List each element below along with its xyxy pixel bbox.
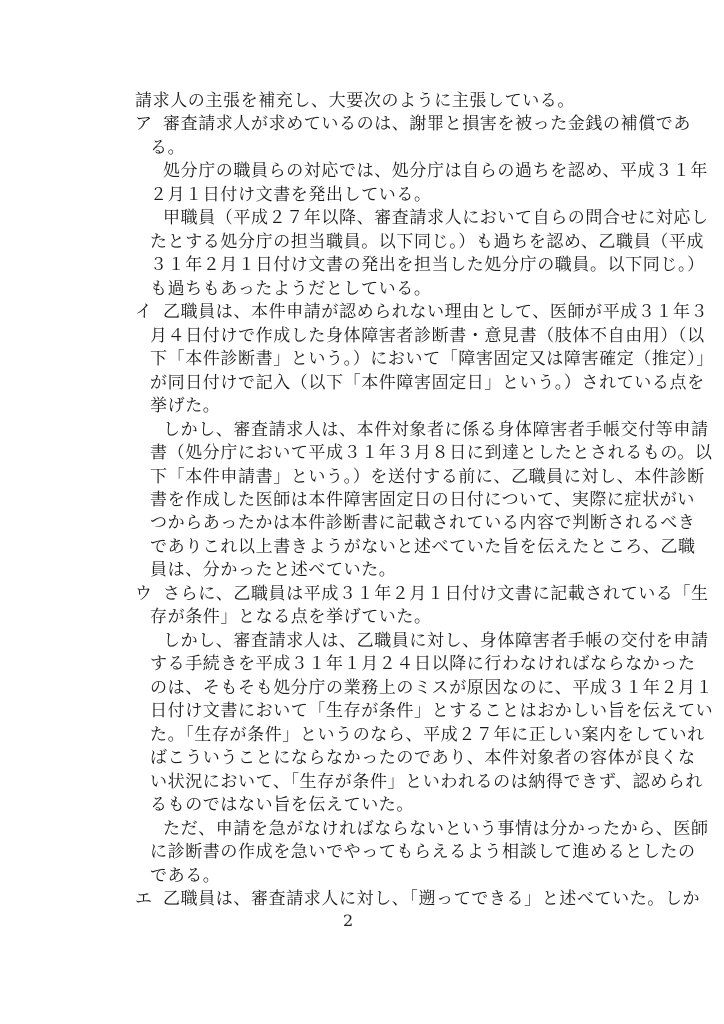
line-text: ２月１日付け文書を発出している。 bbox=[150, 185, 432, 205]
text-line bbox=[150, 607, 432, 627]
text-line bbox=[150, 326, 705, 346]
line-text: 存が条件」となる点を挙げていた。 bbox=[150, 607, 432, 627]
text-line bbox=[150, 866, 220, 886]
text-line bbox=[150, 185, 432, 205]
line-text: ３１年２月１日付け文書の発出を担当した処分庁の職員。以下同じ。） bbox=[150, 255, 705, 275]
text-line bbox=[150, 725, 705, 745]
line-text: 員は、分かったと述べていた。 bbox=[150, 560, 397, 580]
line-text: 月４日付けで作成した身体障害者診断書・意見書（肢体不自由用）（以 bbox=[150, 326, 705, 346]
line-text: る。 bbox=[150, 138, 186, 158]
text-line bbox=[150, 560, 396, 580]
line-text: する手続きを平成３１年１月２４日以降に行わなければならなかった bbox=[150, 654, 696, 674]
line-text: つからあったかは本件診断書に記載されている内容で判断されるべき bbox=[150, 513, 696, 533]
text-line bbox=[150, 279, 431, 299]
line-text: 日付け文書において「生存が条件」とすることはおかしい旨を伝えてい bbox=[150, 701, 714, 721]
text-line bbox=[150, 513, 695, 533]
line-text: に診断書の作成を急いでやってもらえるよう相談して進めるとしたの bbox=[150, 842, 696, 862]
line-text: のは、そもそも処分庁の業務上のミスが原因なのに、平成３１年２月１ bbox=[150, 678, 714, 698]
page-number: 2 bbox=[343, 911, 354, 930]
text-line bbox=[150, 349, 714, 369]
text-line bbox=[150, 772, 703, 792]
line-text: 乙職員は、本件申請が認められない理由として、医師が平成３１年３ bbox=[163, 302, 709, 322]
line-text: ただ、申請を急がなければならないという事情は分かったから、医師 bbox=[163, 819, 709, 839]
text-line bbox=[150, 396, 220, 416]
line-text: 書（処分庁において平成３１年３月８日に到達としたとされるもの。以 bbox=[150, 443, 713, 463]
text-line bbox=[150, 373, 705, 393]
text-line bbox=[150, 748, 696, 768]
list-item-line bbox=[135, 114, 691, 134]
text-line bbox=[150, 490, 695, 510]
line-text: 下「本件申請書」という。）を送付する前に、乙職員に対し、本件診断 bbox=[150, 467, 705, 487]
text-line bbox=[163, 420, 709, 440]
item-marker: エ bbox=[135, 889, 153, 909]
line-text: である。 bbox=[150, 866, 221, 886]
line-text: 下「本件診断書」という。）において「障害固定又は障害確定（推定）」 bbox=[150, 349, 714, 369]
text-line bbox=[135, 91, 575, 111]
text-line bbox=[150, 678, 713, 698]
line-text: い状況において、「生存が条件」といわれるのは納得できず、認められ bbox=[150, 772, 703, 792]
text-line bbox=[150, 842, 696, 862]
text-line bbox=[150, 467, 705, 487]
text-line bbox=[163, 631, 709, 651]
text-line bbox=[150, 443, 713, 463]
list-item-line bbox=[135, 584, 709, 604]
item-marker: イ bbox=[135, 302, 153, 322]
text-line bbox=[150, 795, 414, 815]
line-text: たとする処分庁の担当職員。以下同じ。）も過ちを認め、乙職員（平成 bbox=[150, 232, 705, 252]
line-text: でありこれ以上書きようがないと述べていた旨を伝えたところ、乙職 bbox=[150, 537, 696, 557]
line-text: 処分庁の職員らの対応では、処分庁は自らの過ちを認め、平成３１年 bbox=[163, 161, 708, 181]
line-text: 甲職員（平成２７年以降、審査請求人において自らの問合せに対応し bbox=[163, 208, 709, 228]
line-text: 請求人の主張を補充し、大要次のように主張している。 bbox=[135, 91, 575, 111]
line-text: ばこういうことにならなかったのであり、本件対象者の容体が良くな bbox=[150, 748, 696, 768]
text-line bbox=[150, 654, 696, 674]
line-text: さらに、乙職員は平成３１年２月１日付け文書に記載されている「生 bbox=[163, 584, 709, 604]
line-text: 乙職員は、審査請求人に対し、「遡ってできる」と述べていた。しか bbox=[163, 889, 701, 909]
line-text: も過ちもあったようだとしている。 bbox=[150, 279, 432, 299]
item-marker: ア bbox=[135, 114, 153, 134]
line-text: 挙げた。 bbox=[150, 396, 221, 416]
text-line bbox=[150, 138, 185, 158]
line-text: しかし、審査請求人は、本件対象者に係る身体障害者手帳交付等申請 bbox=[163, 420, 709, 440]
list-item-line bbox=[135, 889, 700, 909]
line-text: しかし、審査請求人は、乙職員に対し、身体障害者手帳の交付を申請 bbox=[163, 631, 709, 651]
line-text: が同日付けで記入（以下「本件障害固定日」という。）されている点を bbox=[150, 373, 705, 393]
text-line bbox=[150, 232, 704, 252]
text-line bbox=[150, 701, 713, 721]
text-line bbox=[150, 255, 705, 275]
line-text: 書を作成した医師は本件障害固定日の日付について、実際に症状がい bbox=[150, 490, 695, 510]
line-text: るものではない旨を伝えていた。 bbox=[150, 795, 414, 815]
list-item-line bbox=[135, 302, 708, 322]
text-line bbox=[150, 537, 696, 557]
text-line bbox=[163, 208, 709, 228]
text-line bbox=[163, 819, 709, 839]
line-text: 審査請求人が求めているのは、謝罪と損害を被った金銭の補償であ bbox=[163, 114, 691, 134]
text-line bbox=[163, 161, 708, 181]
line-text: た。「生存が条件」というのなら、平成２７年に正しい案内をしていれ bbox=[150, 725, 705, 745]
item-marker: ウ bbox=[135, 584, 153, 604]
